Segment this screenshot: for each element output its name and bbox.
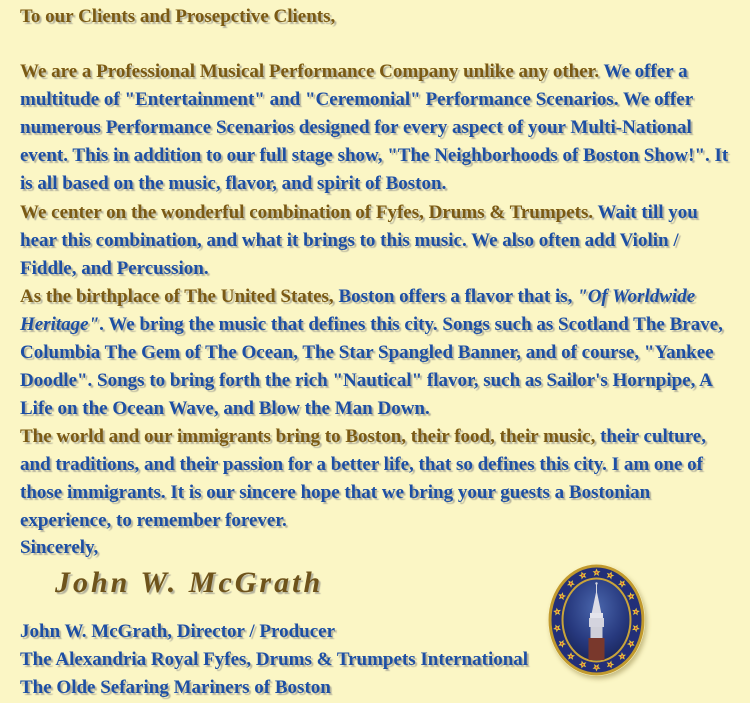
paragraph-segment: We offer a multitude of "Entertainment" and "Ceremonial" Performance Scenarios. We offer numerous Performance Scenarios designed for every aspect of your Multi-National event. This in addition to our full stage show, "The Neighborhoods of Boston Show!". It is all based on the music, flavor, and spirit of Boston. bbox=[20, 61, 729, 194]
handwritten-signature: John W. McGrath bbox=[55, 566, 324, 599]
paragraph-immigrants bbox=[20, 423, 733, 535]
old-north-church-medallion-icon bbox=[548, 564, 645, 676]
medallion-svg bbox=[548, 564, 645, 676]
closing-text: Sincerely, bbox=[20, 537, 99, 558]
paragraph-segment: their culture, and traditions, and their passion for a better life, that so defines this city. I am one of those immigrants. It is our sincere hope that we bring your guests a Bostonian experience, to remember forever. bbox=[20, 426, 706, 531]
paragraph-segment: We center on the wonderful combination of Fyfes, Drums & Trumpets. bbox=[20, 202, 594, 223]
paragraph-segment: Wait till you hear this combination, and what it brings to this music. We also often add Violin / Fiddle, and Percussion. bbox=[20, 202, 698, 279]
paragraph-boston-heritage bbox=[20, 283, 733, 423]
salutation bbox=[20, 3, 733, 31]
signoff-line-company-2: The Olde Sefaring Mariners of Boston bbox=[20, 677, 331, 698]
bottom-white-strip bbox=[0, 703, 750, 710]
paragraph-segment-emphasis: "Of Worldwide Heritage" bbox=[20, 286, 696, 335]
signoff-line-company-1: The Alexandria Royal Fyfes, Drums & Trumpets International bbox=[20, 649, 529, 670]
paragraph-segment: . We bring the music that defines this city. Songs such as Scotland The Brave, Columbia The Gem of The Ocean, The Star Spangled Banner, and of course, "Yankee Doodle". Songs to bring forth the rich "Nautical" flavor, such as Sailor's Hornpipe, A Life on the Ocean Wave, and Blow the Man Down. bbox=[20, 314, 723, 419]
paragraph-instruments bbox=[20, 199, 733, 283]
salutation-text: To our Clients and Prosepctive Clients, bbox=[20, 6, 336, 27]
signoff-line-name-title: John W. McGrath, Director / Producer bbox=[20, 621, 336, 642]
paragraph-company-intro bbox=[20, 58, 733, 198]
paragraph-segment: Boston offers a flavor that is, bbox=[333, 286, 578, 307]
paragraph-segment: As the birthplace of The United States, bbox=[20, 286, 334, 307]
paragraph-segment: The world and our immigrants bring to Boston, their food, their music, bbox=[20, 426, 596, 447]
signoff-block bbox=[20, 618, 540, 702]
paragraph-segment: We are a Professional Musical Performance Company unlike any other. bbox=[20, 61, 600, 82]
closing bbox=[20, 534, 733, 562]
